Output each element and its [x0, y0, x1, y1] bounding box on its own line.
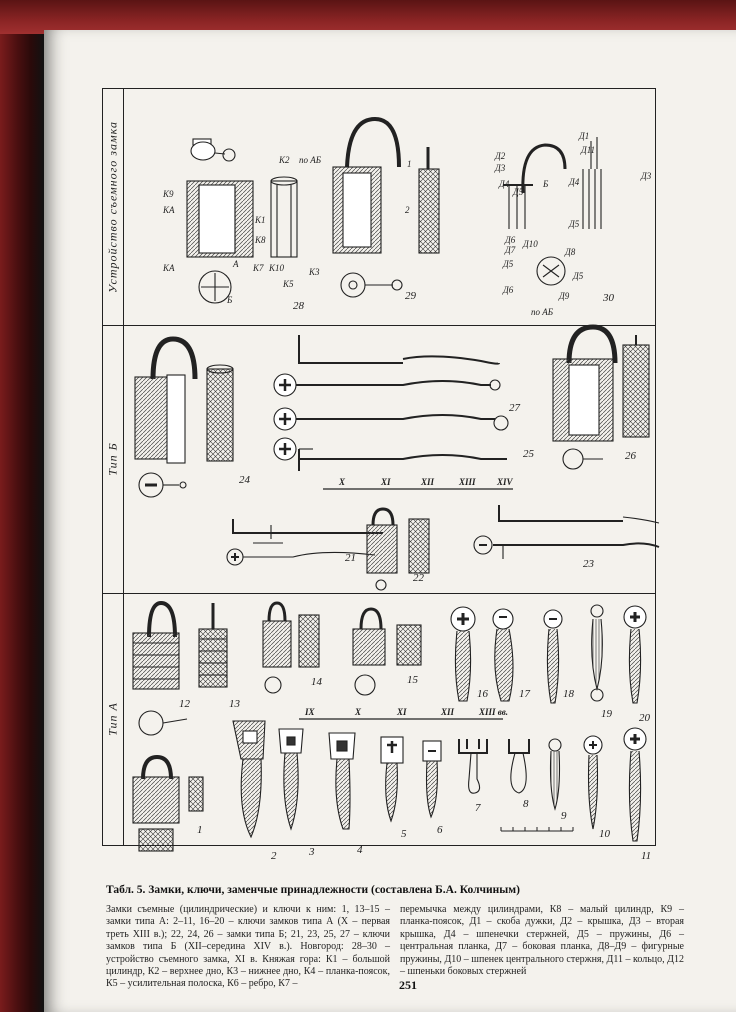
figure-number-11: 11: [641, 850, 652, 862]
figure-number-21: 21: [345, 552, 356, 564]
figure-number-25: 25: [523, 448, 534, 460]
figure-29: [333, 119, 439, 297]
figure-number-30: 30: [603, 292, 614, 304]
scaleB-tick-5: XIV: [497, 477, 513, 487]
figure-number-22: 22: [413, 572, 424, 584]
scaleA-tick-3: XI: [397, 707, 407, 717]
figure-23: [474, 505, 659, 559]
drawings-canvas: [103, 89, 655, 862]
label-d6: Д6: [505, 235, 516, 245]
label-ka-2: КА: [163, 263, 175, 273]
label-k2: К2: [279, 155, 290, 165]
label-d1: Д1: [579, 131, 590, 141]
label-a: А: [233, 259, 239, 269]
caption-text-left: Замки съемные (цилиндрические) и ключи к ним: 1, 13–15 – замки типа А: 2–11, 16–20 – ключи замков типа А (Х – первая треть XIII в.); 22, 24, 26 – замки типа Б; 21, 23, 25, 27 – ключи замков типа Б (XII–середина XIV в.). Новгород: 28–30 – устройство съемного замка, XI в. Княжая гора: К1 – большой цилиндр, К2 – верхнее дно, К3 – нижнее дно, К4 – планка-поясок, К5 – усилительная полоска, К6 – ребро, К7 –: [106, 904, 390, 990]
illustration-plate: [102, 88, 656, 862]
figure-number-3: 3: [309, 846, 315, 858]
figure-26: [553, 327, 649, 469]
figure-number-1: 1: [197, 824, 203, 836]
label-b-2: Б: [543, 179, 549, 189]
label-k7: К7: [253, 263, 264, 273]
label-b: Б: [227, 295, 233, 305]
figure-27: [274, 335, 508, 460]
figure-1: [133, 757, 203, 851]
scaleB-tick-4: XIII: [459, 477, 476, 487]
figure-3: [279, 729, 303, 829]
caption-text-right: перемычка между цилиндрами, К8 – малый цилиндр, К9 – планка-поясок, Д1 – скоба дужки, Д2 – крышка, Д3 – вторая крышка, Д4 – шпенечки стержней, Д5 – пружины, Д6 – центральная планка, Д7 – боковая планка, Д8–Д9 – фигурные пружины, Д10 – шпенек центрального стержня, Д11 – кольцо, Д12 – шпеньки боковых стержней: [400, 904, 684, 978]
book-spine: [0, 0, 44, 1012]
label-d5-d: Д5: [573, 271, 584, 281]
label-k3: К3: [309, 267, 320, 277]
scaleA-tick-5: XIII вв.: [479, 707, 509, 717]
figure-number-20: 20: [639, 712, 650, 724]
figure-number-13: 13: [229, 698, 240, 710]
figure-5: [381, 737, 403, 821]
figure-21: [227, 519, 383, 565]
figure-18: [544, 610, 562, 703]
figure-number-8: 8: [523, 798, 529, 810]
figure-8: [509, 739, 529, 793]
figure-number-4: 4: [357, 844, 363, 856]
scaleA-tick-1: IX: [305, 707, 315, 717]
figure-13: [199, 603, 227, 687]
figure-number-12: 12: [179, 698, 190, 710]
label-d2: Д2: [495, 151, 506, 161]
figure-number-15: 15: [407, 674, 418, 686]
label-2-top: 2: [405, 205, 410, 215]
figure-number-5: 5: [401, 828, 407, 840]
scaleA-tick-2: X: [355, 707, 362, 717]
figure-number-27: 27: [509, 402, 520, 414]
book-cover-edge: [0, 0, 736, 34]
figure-number-23: 23: [583, 558, 594, 570]
figure-17: [493, 609, 513, 701]
figure-number-28: 28: [293, 300, 304, 312]
figure-7: [459, 739, 487, 793]
scaleB-tick-1: X: [339, 477, 346, 487]
label-d5-c: Д5: [503, 259, 514, 269]
figure-20: [624, 606, 646, 703]
figure-number-18: 18: [563, 688, 574, 700]
figure-9: [549, 739, 561, 809]
label-k8: К8: [255, 235, 266, 245]
label-d7: Д7: [505, 245, 516, 255]
label-d9: Д9: [559, 291, 570, 301]
figure-25: [299, 449, 507, 471]
figure-10: [584, 736, 602, 829]
label-d3-b: Д3: [641, 171, 652, 181]
figure-number-6: 6: [437, 824, 443, 836]
table-caption: Табл. 5. Замки, ключи, заменчые принадлежности (составлена Б.А. Колчиным): [106, 884, 520, 896]
label-d3: Д3: [495, 163, 506, 173]
figure-number-24: 24: [239, 474, 250, 486]
scale-bar: [501, 827, 573, 831]
figure-number-14: 14: [311, 676, 322, 688]
label-k9: К9: [163, 189, 174, 199]
figure-24: [135, 339, 233, 497]
figure-number-2: 2: [271, 850, 277, 862]
figure-19: [591, 605, 603, 701]
label-k10: К10: [269, 263, 284, 273]
row-label-typeB: Тип Б: [103, 325, 124, 593]
row-label-device: Устройство съемного замка: [103, 89, 124, 325]
label-d4-b: Д4: [569, 177, 580, 187]
figure-number-29: 29: [405, 290, 416, 302]
label-k5: К5: [283, 279, 294, 289]
figure-12: [133, 603, 187, 735]
figure-number-17: 17: [519, 688, 530, 700]
figure-number-10: 10: [599, 828, 610, 840]
label-ka-1: КА: [163, 205, 175, 215]
label-d6-b: Д6: [503, 285, 514, 295]
figure-number-19: 19: [601, 708, 612, 720]
row-label-typeA: Тип А: [103, 593, 124, 845]
scaleA-tick-4: XII: [441, 707, 455, 717]
label-d8: Д8: [565, 247, 576, 257]
label-d5: Д5: [513, 187, 524, 197]
label-d10: Д10: [523, 239, 538, 249]
figure-2: [233, 721, 265, 837]
scaleB-tick-3: XII: [421, 477, 435, 487]
label-d4: Д4: [499, 179, 510, 189]
label-po-ab-2: по АБ: [531, 307, 554, 317]
figure-30: [503, 137, 601, 285]
figure-6: [423, 741, 441, 817]
scaleB-tick-2: XI: [381, 477, 391, 487]
label-k1: К1: [255, 215, 266, 225]
figure-number-7: 7: [475, 802, 481, 814]
label-d11: Д11: [581, 145, 596, 155]
page-number: 251: [399, 978, 417, 992]
book-page: [44, 30, 736, 1012]
figure-16: [451, 607, 475, 701]
figure-4: [329, 733, 355, 829]
label-d5-b: Д5: [569, 219, 580, 229]
figure-number-16: 16: [477, 688, 488, 700]
figure-11: [624, 728, 646, 841]
label-po-ab-1: по АБ: [299, 155, 322, 165]
figure-number-26: 26: [625, 450, 636, 462]
label-1-top: 1: [407, 159, 412, 169]
figure-number-9: 9: [561, 810, 567, 822]
